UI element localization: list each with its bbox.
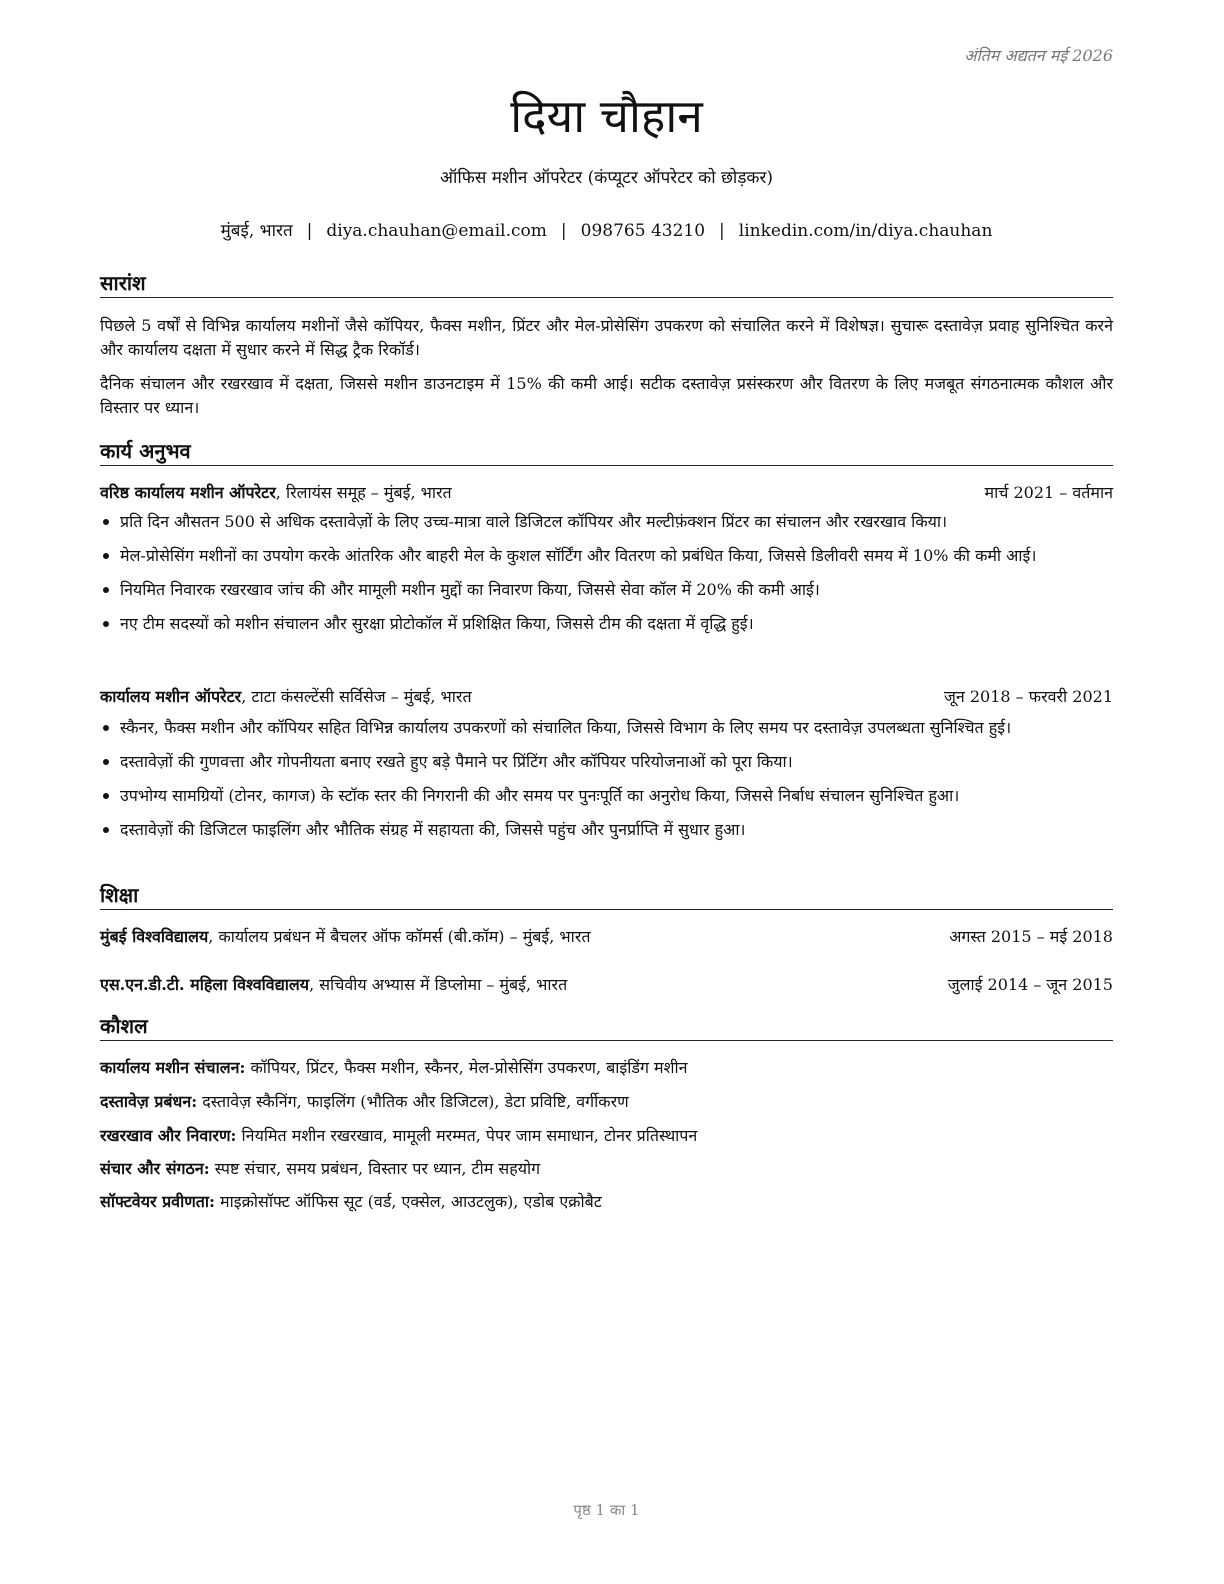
- job-role: कार्यालय मशीन ऑपरेटर: [100, 687, 242, 706]
- section-heading-education: शिक्षा: [100, 882, 1113, 910]
- section-heading-skills: कौशल: [100, 1013, 1113, 1041]
- list-item: [100, 716, 1113, 740]
- bullet-icon: [103, 553, 109, 559]
- list-item: [100, 612, 1113, 636]
- bullet-icon: [103, 519, 109, 525]
- contact-linkedin[interactable]: linkedin.com/in/diya.chauhan: [738, 221, 993, 241]
- bullet-text: स्कैनर, फैक्स मशीन और कॉपियर सहित विभिन्न कार्यालय उपकरणों को संचालित किया, जिससे विभाग के लिए समय पर दस्तावेज़ उपलब्धता सुनिश्चित हुई।: [120, 718, 1012, 737]
- skill-label: रखरखाव और निवारण:: [100, 1126, 237, 1145]
- contact-location: मुंबई, भारत: [220, 221, 293, 241]
- education-dates: अगस्त 2015 – मई 2018: [949, 927, 1113, 946]
- skill-label: दस्तावेज़ प्रबंधन:: [100, 1092, 198, 1111]
- bullet-icon: [103, 793, 109, 799]
- skill-value: स्पष्ट संचार, समय प्रबंधन, विस्तार पर ध्यान, टीम सहयोग: [209, 1159, 541, 1178]
- skill-label: संचार और संगठन:: [100, 1159, 210, 1178]
- bullet-text: नियमित निवारक रखरखाव जांच की और मामूली मशीन मुद्दों का निवारण किया, जिससे सेवा कॉल में 20% की कमी आई।: [120, 580, 820, 599]
- education-entry: [100, 973, 1113, 997]
- skill-value: माइक्रोसॉफ्ट ऑफिस सूट (वर्ड, एक्सेल, आउटलुक), एडोब एक्रोबैट: [214, 1192, 602, 1211]
- job-role-org: [100, 685, 472, 709]
- education-entry: [100, 925, 1113, 949]
- contact-line: [100, 219, 1113, 243]
- education-dates: जुलाई 2014 – जून 2015: [947, 975, 1113, 994]
- skill-value: कॉपियर, प्रिंटर, फैक्स मशीन, स्कैनर, मेल-प्रोसेसिंग उपकरण, बाइंडिंग मशीन: [245, 1058, 688, 1077]
- contact-phone: 098765 43210: [580, 221, 706, 241]
- bullet-icon: [103, 587, 109, 593]
- job-role-org: [100, 481, 452, 505]
- bullet-icon: [103, 827, 109, 833]
- education-detail: , सचिवीय अभ्यास में डिप्लोमा – मुंबई, भारत: [309, 975, 568, 994]
- contact-separator: |: [719, 221, 725, 241]
- skill-label: सॉफ्टवेयर प्रवीणता:: [100, 1192, 215, 1211]
- section-heading-experience: कार्य अनुभव: [100, 438, 1113, 466]
- skill-value: दस्तावेज़ स्कैनिंग, फाइलिंग (भौतिक और डिजिटल), डेटा प्रविष्टि, वर्गीकरण: [197, 1092, 629, 1111]
- skill-line: [100, 1090, 1113, 1114]
- bullet-text: दस्तावेज़ों की गुणवत्ता और गोपनीयता बनाए रखते हुए बड़े पैमाने पर प्रिंटिंग और कॉपियर परियोजनाओं को पूरा किया।: [120, 752, 793, 771]
- job-header: [100, 481, 1113, 505]
- bullet-text: उपभोग्य सामग्रियों (टोनर, कागज) के स्टॉक स्तर की निगरानी की और समय पर पुनःपूर्ति का अनुरोध किया, जिससे निर्बाध संचालन सुनिश्चित हुआ।: [120, 786, 960, 805]
- skill-line: [100, 1124, 1113, 1148]
- person-name: दिया चौहान: [510, 89, 703, 143]
- education-school-detail: [100, 925, 590, 949]
- list-item: [100, 510, 1113, 534]
- skill-line: [100, 1157, 1113, 1181]
- job-header: [100, 685, 1113, 709]
- job-role: वरिष्ठ कार्यालय मशीन ऑपरेटर: [100, 483, 276, 502]
- bullet-icon: [103, 725, 109, 731]
- summary-paragraph: पिछले 5 वर्षों से विभिन्न कार्यालय मशीनों जैसे कॉपियर, फैक्स मशीन, प्रिंटर और मेल-प्रोसेसिंग उपकरण को संचालित करने में विशेषज्ञ। सुचारू दस्तावेज़ प्रवाह सुनिश्चित करने और कार्यालय दक्षता में सुधार करने में सिद्ध ट्रैक रिकॉर्ड।: [100, 316, 1113, 359]
- education-school: एस.एन.डी.टी. महिला विश्वविद्यालय: [100, 975, 310, 994]
- bullet-icon: [103, 759, 109, 765]
- job-org: , टाटा कंसल्टेंसी सर्विसेज – मुंबई, भारत: [241, 687, 472, 706]
- list-item: [100, 818, 1113, 842]
- contact-email[interactable]: diya.chauhan@email.com: [326, 221, 547, 241]
- education-school: मुंबई विश्वविद्यालय: [100, 927, 209, 946]
- bullet-text: प्रति दिन औसतन 500 से अधिक दस्तावेज़ों के लिए उच्च-मात्रा वाले डिजिटल कॉपियर और मल्टीफ़ंक्शन प्रिंटर का संचालन और रखरखाव किया।: [120, 512, 948, 531]
- page-number: पृष्ठ 1 का 1: [573, 1501, 640, 1519]
- job-bullets: [100, 510, 1113, 646]
- skill-line: [100, 1190, 1113, 1214]
- education-school-detail: [100, 973, 567, 997]
- job-org: , रिलायंस समूह – मुंबई, भारत: [275, 483, 452, 502]
- bullet-text: दस्तावेज़ों की डिजिटल फाइलिंग और भौतिक संग्रह में सहायता की, जिससे पहुंच और पुनर्प्राप्ति में सुधार हुआ।: [120, 820, 746, 839]
- summary-paragraph: दैनिक संचालन और रखरखाव में दक्षता, जिससे मशीन डाउनटाइम में 15% की कमी आई। सटीक दस्तावेज़ प्रसंस्करण और वितरण के लिए मजबूत संगठनात्मक कौशल और विस्तार पर ध्यान।: [100, 374, 1113, 417]
- job-bullets: [100, 716, 1113, 852]
- bullet-icon: [103, 621, 109, 627]
- education-detail: , कार्यालय प्रबंधन में बैचलर ऑफ कॉमर्स (बी.कॉम) – मुंबई, भारत: [208, 927, 591, 946]
- bullet-text: नए टीम सदस्यों को मशीन संचालन और सुरक्षा प्रोटोकॉल में प्रशिक्षित किया, जिससे टीम की दक्षता में वृद्धि हुई।: [120, 614, 754, 633]
- bullet-text: मेल-प्रोसेसिंग मशीनों का उपयोग करके आंतरिक और बाहरी मेल के कुशल सॉर्टिंग और वितरण को प्रबंधित किया, जिससे डिलीवरी समय में 10% की कमी आई।: [120, 546, 1037, 565]
- list-item: [100, 544, 1113, 568]
- list-item: [100, 784, 1113, 808]
- list-item: [100, 750, 1113, 774]
- skill-value: नियमित मशीन रखरखाव, मामूली मरम्मत, पेपर जाम समाधान, टोनर प्रतिस्थापन: [236, 1126, 698, 1145]
- skill-label: कार्यालय मशीन संचालन:: [100, 1058, 246, 1077]
- contact-separator: |: [560, 221, 567, 241]
- last-updated: अंतिम अद्यतन मई 2026: [964, 46, 1113, 65]
- job-title: ऑफिस मशीन ऑपरेटर (कंप्यूटर ऑपरेटर को छोड़कर): [439, 168, 774, 188]
- job-dates: मार्च 2021 – वर्तमान: [984, 483, 1113, 502]
- resume-page: [100, 0, 1113, 1584]
- contact-separator: |: [306, 221, 313, 241]
- section-heading-summary: सारांश: [100, 270, 1113, 298]
- list-item: [100, 578, 1113, 602]
- skill-line: [100, 1056, 1113, 1080]
- job-dates: जून 2018 – फरवरी 2021: [944, 687, 1113, 706]
